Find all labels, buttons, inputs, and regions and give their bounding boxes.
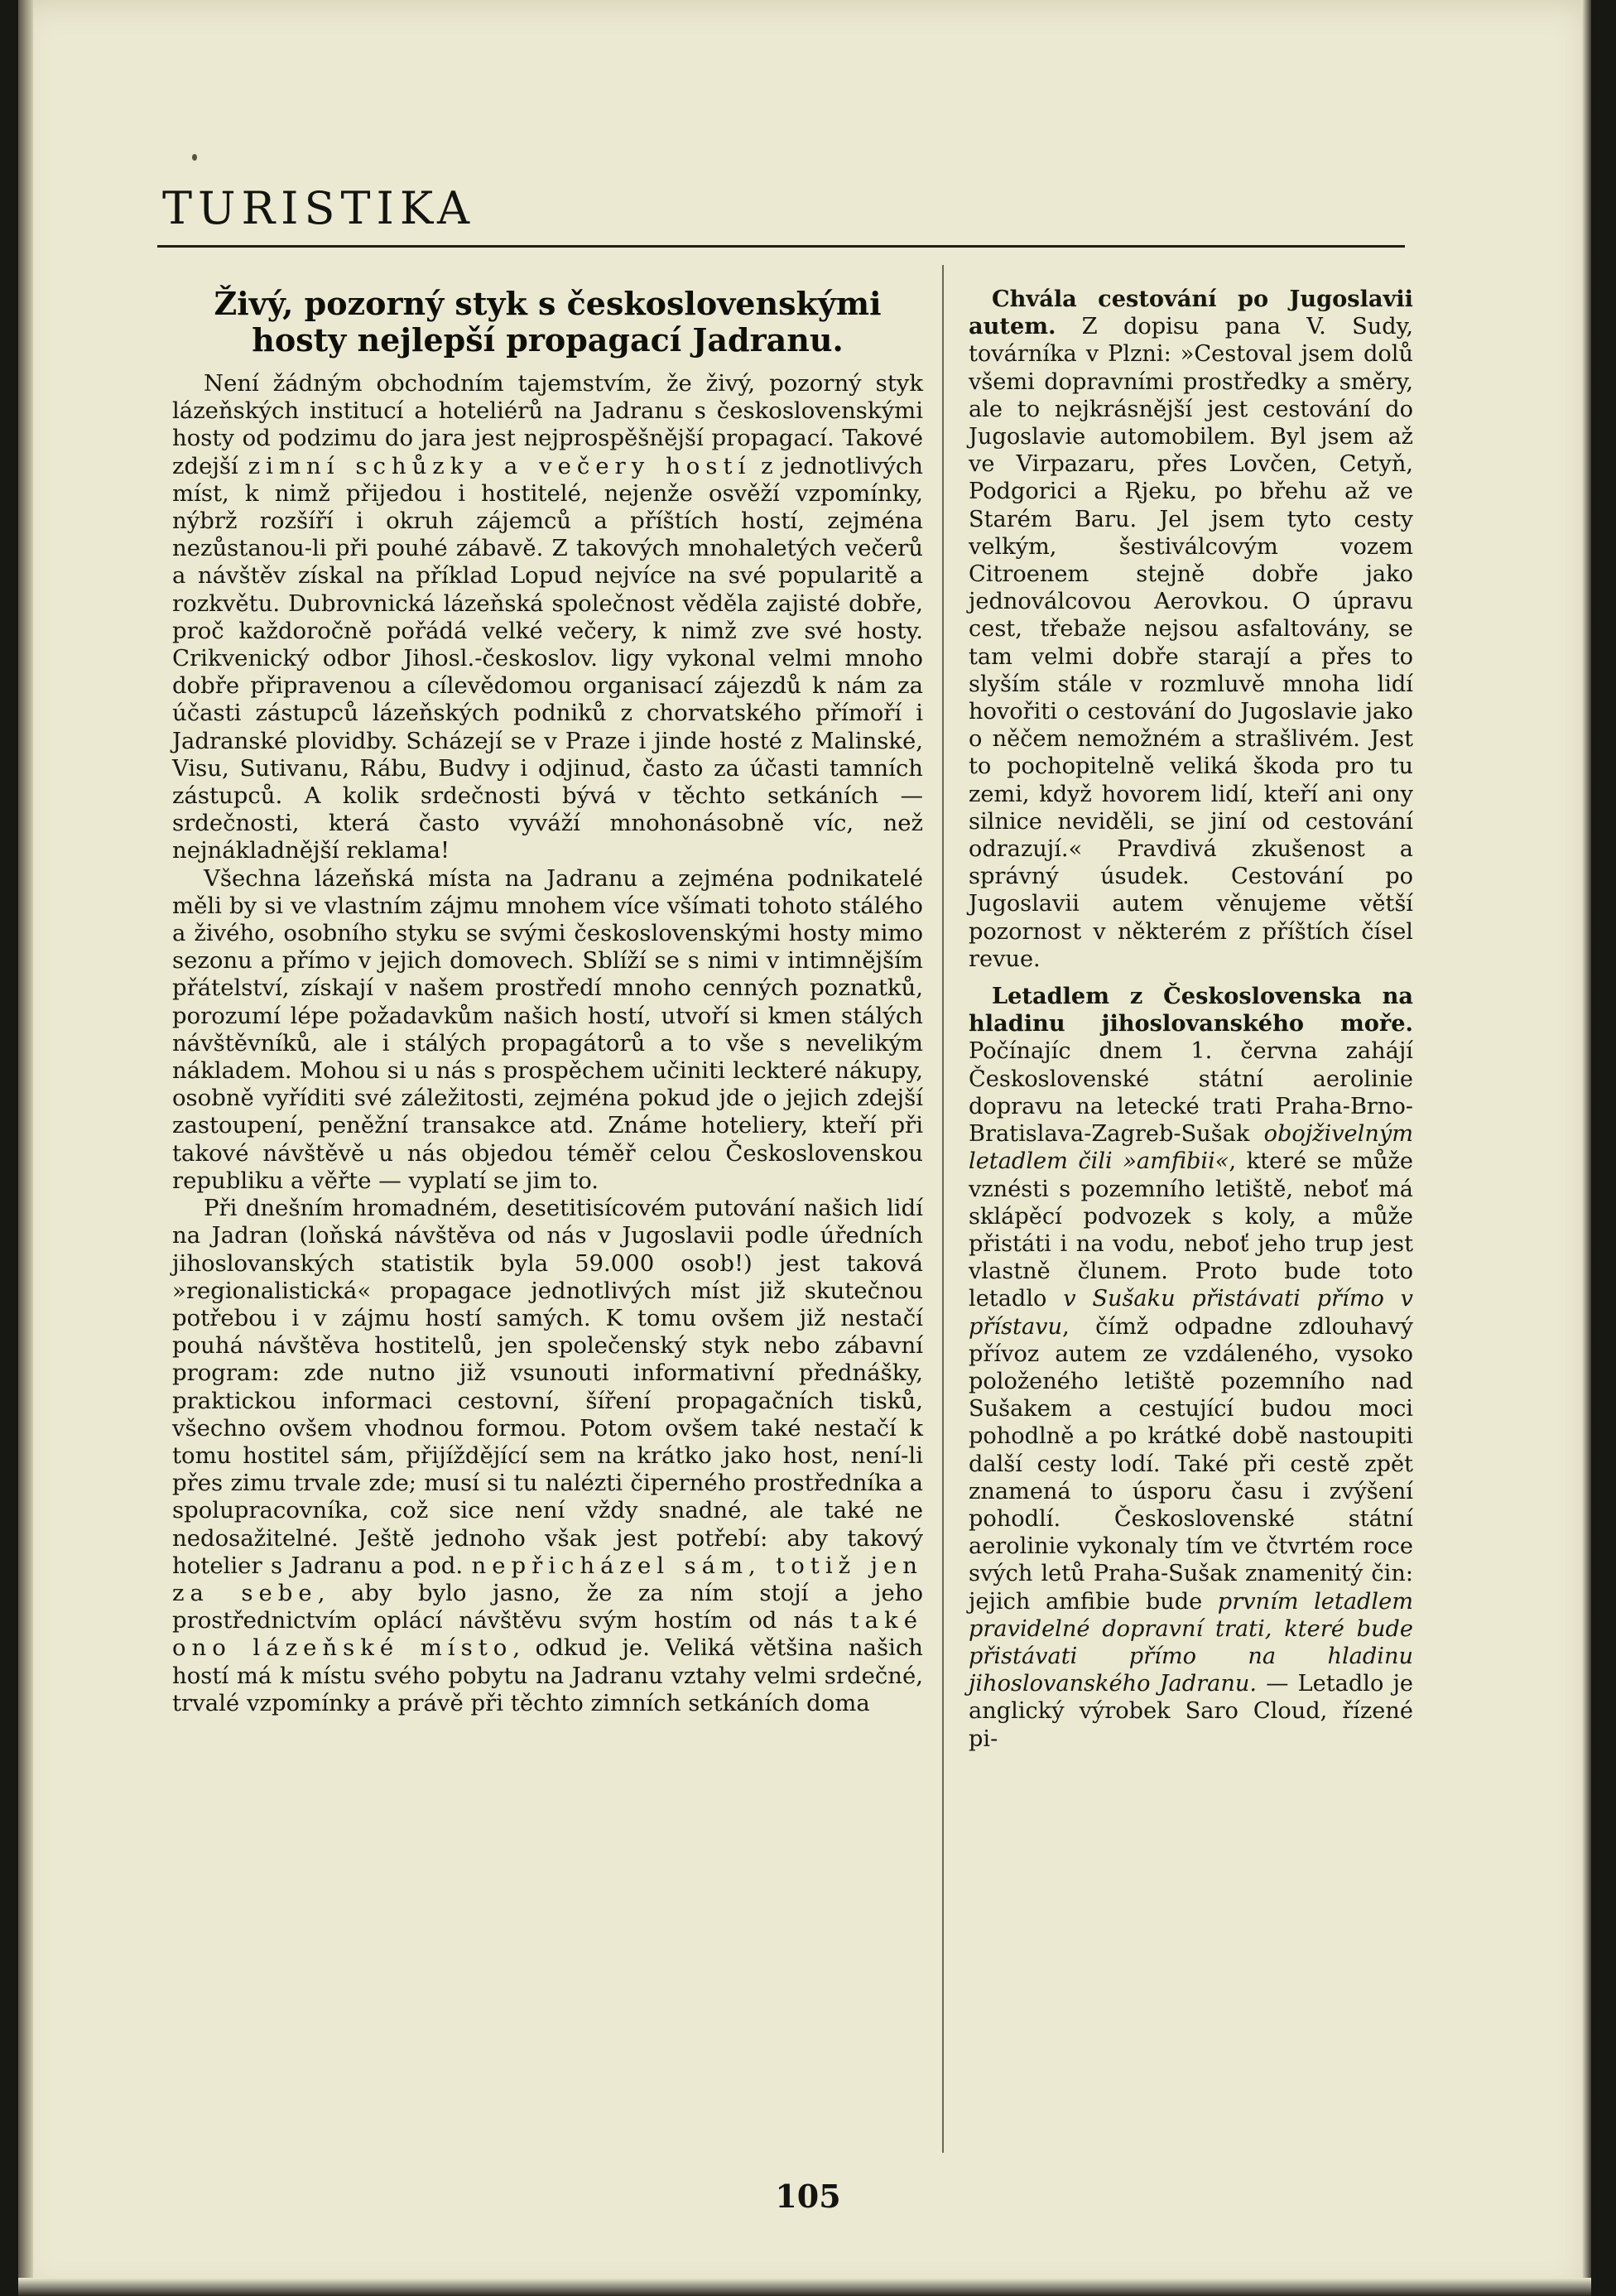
text-run: , které se může vznésti s pozemního letiště, neboť má sklápěcí podvozek s koly, a může přistáti i na vodu, neboť jeho trup jest vlastně člunem. Proto bude toto letadlo xyxy=(969,1148,1414,1312)
news-item xyxy=(969,286,1413,973)
article-paragraph xyxy=(172,370,923,865)
italic-emphasis: obojživelným letadlem čili »amfibii« xyxy=(969,1121,1413,1175)
article-paragraph xyxy=(172,1195,923,1717)
text-run: Při dnešním hromadném, desetitisícovém putování našich lidí na Jadran (loňská návštěva od nás v Jugoslavii podle úředních jihoslovanských statistik byla 59.000 osob!) jest taková »regionalistická« propagace jednotlivých míst již skutečnou potřebou i v zájmu hostí samých. K tomu ovšem již nestačí pouhá návštěva hostitelů, jen společenský styk nebo zábavní program: zde nutno již vsunouti informativní přednášky, praktickou informaci cestovní, šíření propagačních tisků, všechno ovšem vhodnou formou. Potom ovšem také nestačí k tomu hostitel sám, přijíždějící sem na krátko jako host, není-li přes zimu trvale zde; musí si tu nalézti čiperného prostředníka a spolupracovníka, což sice není vždy snadné, ale také ne nedosažitelné. Ještě jednoho však jest potřebí: aby takový hotelier s Jadranu a pod. xyxy=(172,1195,923,1579)
text-run: , odkud je. Veliká většina našich hostí má k místu svého pobytu na Jadranu vztahy velmi srdečné, trvalé vzpomínky a právě při těchto zimních setkáních doma xyxy=(172,1634,923,1716)
news-item-heading: Letadlem z Československa na hladinu jihoslovanského moře. xyxy=(969,983,1413,1037)
text-run: z jednotlivých míst, k nimž přijedou i hostitelé, nejenže osvěží vzpomínky, nýbrž rozšíří i okruh zájemců a příštích hostí, zejména nezůstanou-li při pouhé zábavě. Z takových mnohaletých večerů a návštěv získal na příklad Lopud nejvíce na své popularitě a rozkvětu. Dubrovnická lázeňská společnost věděla zajisté dobře, proč každoročně pořádá velké večery, k nimž zve své hosty. Crikvenický odbor Jihosl.-českoslov. ligy vykonal velmi mnoho dobře připravenou a cílevědomou organisací zájezdů k nám za účasti zástupců lázeňských podniků z chorvatského přímoří i Jadranské plovidby. Scházejí se v Praze i jinde hosté z Malinské, Visu, Sutivanu, Rábu, Budvy i odjinud, často za účasti tamních zástupců. A kolik srdečnosti bývá v těchto setkáních — srdečnosti, která často vyváží mnohonásobně víc, než nejnákladnější reklama! xyxy=(172,452,924,864)
news-item-heading: Chvála cestování po Jugoslavii autem. xyxy=(969,286,1413,340)
text-run: Z dopisu pana V. Sudy, továrníka v Plzni: »Cestoval jsem dolů všemi dopravními prostředky a směry, ale to nejkrásnější jest cestování do Jugoslavie automobilem. Byl jsem až ve Virpazaru, přes Lovčen, Cetyň, Podgorici a Rjeku, po břehu až ve Starém Baru. Jel jsem tyto cesty velkým, šestiválcovým vozem Citroenem stejně dobře jako jednoválcovou Aerovkou. O úpravu cest, třebaže nejsou asfaltovány, se tam velmi dobře starají a přes to slyším stále v rozmluvě mnoha lidí hovořiti o cestování do Jugoslavie jako o něčem nemožném a strašlivém. Jest to pochopitelně veliká škoda pro tu zemi, když hovorem lidí, kteří ani ony silnice neviděli, se jiní od cestování odrazují.« Pravdivá zkušenost a správný úsudek. Cestování po Jugoslavii autem věnujeme větší pozornost v některém z příštích čísel revue. xyxy=(969,314,1413,972)
article-paragraph xyxy=(172,865,923,1195)
italic-emphasis: prvním letadlem pravidelné dopravní trati, které bude přistávati přímo na hladinu jihoslovanského Jadranu. xyxy=(969,1588,1413,1697)
spaced-emphasis: také ono lázeňské místo xyxy=(172,1607,923,1662)
text-run: Všechna lázeňská místa na Jadranu a zejména podnikatelé měli by si ve vlastním zájmu mnohem více všímati tohoto stálého a živého, osobního styku se svými československými hosty mimo sezonu a přímo v jejich domovech. Sblíží se s nimi v intimnějším přátelství, získají v našem prostředí mnoho cenných poznatků, porozumí lépe požadavkům našich hostí, utvoří si kmen stálých návštěvníků, ale i stálých propagátorů a to vše s nevelikým nákladem. Mohou si u nás s prospěchem učiniti leckteré nákupy, osobně vyříditi své záležitosti, zejména pokud jde o jejich zdejší zastoupení, peněžní transakce atd. Známe hoteliery, kteří při takové návštěvě u nás objedou téměř celou Československou republiku a věřte — vyplatí se jim to. xyxy=(172,864,923,1194)
title-rule xyxy=(157,245,1405,248)
column-divider xyxy=(942,265,944,2153)
text-run: , čímž odpadne zdlouhavý přívoz autem ze vzdáleného, vysoko položeného letiště pozemního nad Sušakem a cestující budou moci pohodlně a po krátké době nastoupiti další cesty lodí. Také při cestě zpět znamená to úsporu času i zvýšení pohodlí. Československé státní aerolinie vykonaly tím ve čtvrtém roce svých letů Praha-Sušak znamenitý čin: jejich amfibie bude xyxy=(969,1313,1413,1615)
binding-gutter xyxy=(18,0,33,2296)
ink-speck xyxy=(192,154,197,161)
spaced-emphasis: nepřicházel sám, totiž jen za sebe xyxy=(172,1552,923,1606)
page-number: 105 xyxy=(775,2178,841,2215)
page-edge-right xyxy=(1581,0,1591,2296)
text-run: Počínajíc dnem 1. června zahájí Československé státní aerolinie dopravu na letecké trati Praha-Brno-Bratislava-Zagreb-Sušak xyxy=(969,1038,1413,1148)
page-edge-bottom xyxy=(18,2278,1591,2296)
text-run: , aby bylo jasno, že za ním stojí a jeho prostřednictvím oplácí návštěvu svým hostím od nás xyxy=(172,1579,923,1634)
news-column xyxy=(969,286,1413,1763)
news-items xyxy=(969,286,1413,1753)
article-headline: Živý, pozorný styk s československými hosty nejlepší propagací Jadranu. xyxy=(214,285,882,359)
article-body xyxy=(172,370,923,1717)
main-article xyxy=(172,286,923,1717)
news-item xyxy=(969,983,1413,1753)
spaced-emphasis: zimní schůzky a večery hostí xyxy=(248,452,752,479)
italic-emphasis: v Sušaku přistávati přímo v přístavu xyxy=(969,1286,1413,1340)
text-run: Není žádným obchodním tajemstvím, že živý, pozorný styk lázeňských institucí a hoteliérů na Jadranu s československými hosty od podzimu do jara jest nejprospěšnější propagací. Takové zdejší xyxy=(172,370,923,479)
text-run: — Letadlo je anglický výrobek Saro Cloud, řízené pi- xyxy=(969,1671,1413,1752)
section-title: TURISTIKA xyxy=(162,182,476,234)
